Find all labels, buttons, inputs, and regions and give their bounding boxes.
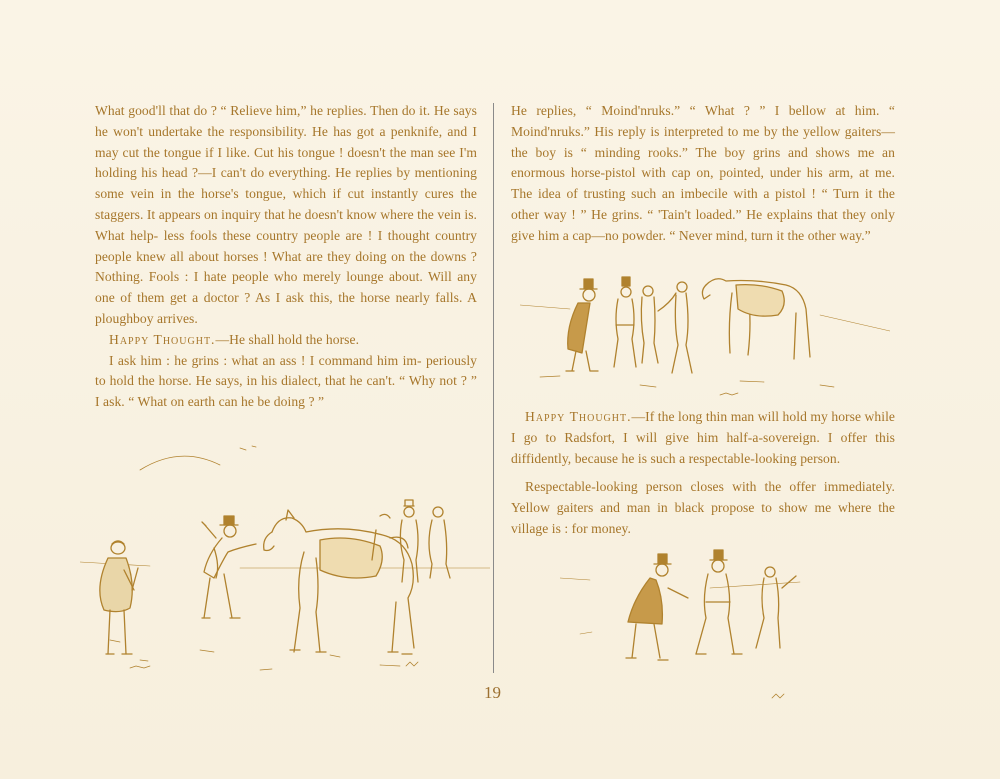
text-line: shows me an enormous horse-pistol with cap on, pointed, under [511, 144, 895, 181]
right-paragraph-3 [511, 477, 895, 539]
left-paragraph-1 [95, 101, 477, 330]
right-column [511, 101, 895, 247]
text-line: He explains that they only give him a cap—no powder. [511, 206, 895, 243]
man-in-black-walking [626, 554, 688, 660]
text-line: village is : for money. [511, 520, 631, 536]
happy-thought-text: —He shall hold the horse. [215, 331, 360, 347]
text-line: person. [800, 450, 841, 466]
text-line: his arm, at me. The idea of trusting such an imbecile with a [511, 165, 895, 202]
text-line: while I go to Radsfort, I will give him half-a-sovereign. I [511, 409, 895, 445]
yellow-gaiters-figure [614, 277, 636, 367]
man-in-black-figure [566, 279, 598, 371]
text-line: —If the long thin man will hold my horse [631, 409, 865, 424]
right-happy-thought [511, 407, 895, 469]
text-line: He replies, “ Moind'nruks.” “ What ? ” I bellow at him. [511, 103, 889, 118]
ploughboy-figure [100, 541, 138, 654]
text-line: I ask him : he grins : what an ass ! I command him im- [109, 352, 426, 368]
illustration-three-men-walking [560, 548, 830, 713]
text-line: Nothing. Fools : I hate people who merely lounge about. [95, 269, 429, 285]
page-number: 19 [484, 683, 501, 702]
text-line: nearly falls. A ploughboy arrives. [95, 290, 477, 326]
text-line: What good'll that do ? “ Relieve him,” he replies. Then [95, 103, 402, 118]
text-line: “ Moind'nruks.” His reply is interpreted to me by the yellow [511, 103, 895, 139]
text-line: on inquiry that he doesn't know where the vein is. What help- [95, 206, 478, 243]
text-line: “ Never mind, turn it the other way.” [669, 227, 871, 243]
right-column-lower [511, 407, 895, 540]
left-column [95, 101, 477, 413]
text-line: got a penknife, and I may cut the tongue if I like. Cut his [95, 123, 477, 160]
text-line: knew all about horses ! What are they doing on the downs ? [136, 248, 478, 264]
text-line: do it. He says he won't undertake the responsibility. He has [95, 103, 477, 139]
left-paragraph-3 [95, 351, 477, 413]
horse-figure [264, 510, 414, 654]
text-line: pistol ! “ Turn it the other way ! ” He grins. “ 'Tain't loaded.” [511, 186, 895, 222]
text-line: offer this diffidently, because he is such a respectable-looking [511, 429, 895, 466]
left-happy-thought [95, 330, 477, 351]
text-line: periously to hold the horse. He says, in his dialect, that he [95, 352, 477, 389]
right-paragraph-1 [511, 101, 895, 247]
text-line: gaiters—the boy is “ minding rooks.” The boy grins and [511, 123, 895, 160]
gutter-rule [493, 103, 494, 673]
text-line: tongue ! doesn't the man see I'm holding his head ?—I can't do [95, 144, 477, 181]
gaiters-man-walking [696, 550, 742, 654]
illustration-horse-staggers [80, 440, 490, 680]
onlookers-figures [372, 500, 450, 582]
boy-with-pistol-figure [641, 286, 658, 363]
illustration-rook-boy-pistol [520, 265, 890, 405]
text-line: Will any one of them get a doctor ? As I ask this, the horse [95, 269, 477, 306]
groom-and-horse-figures [658, 279, 810, 373]
text-line: Respectable-looking person closes with the offer immediately. [525, 479, 895, 495]
happy-thought-label: Happy Thought. [109, 331, 216, 347]
happy-thought-label: Happy Thought. [525, 409, 632, 424]
text-line: tongue, which if cut instantly cures the staggers. It appears [95, 186, 477, 222]
text-line: less fools these country people are ! I thought country people [95, 227, 477, 264]
boy-walking [756, 567, 796, 648]
text-line: everything. He replies by mentioning some vein in the horse's [95, 165, 478, 202]
text-line: Yellow gaiters and man in black propose to show me where the [511, 500, 895, 516]
text-line: can't. “ Why not ? ” I ask. “ What on earth can he be doing ? ” [95, 373, 477, 410]
gentleman-figure [202, 516, 256, 618]
